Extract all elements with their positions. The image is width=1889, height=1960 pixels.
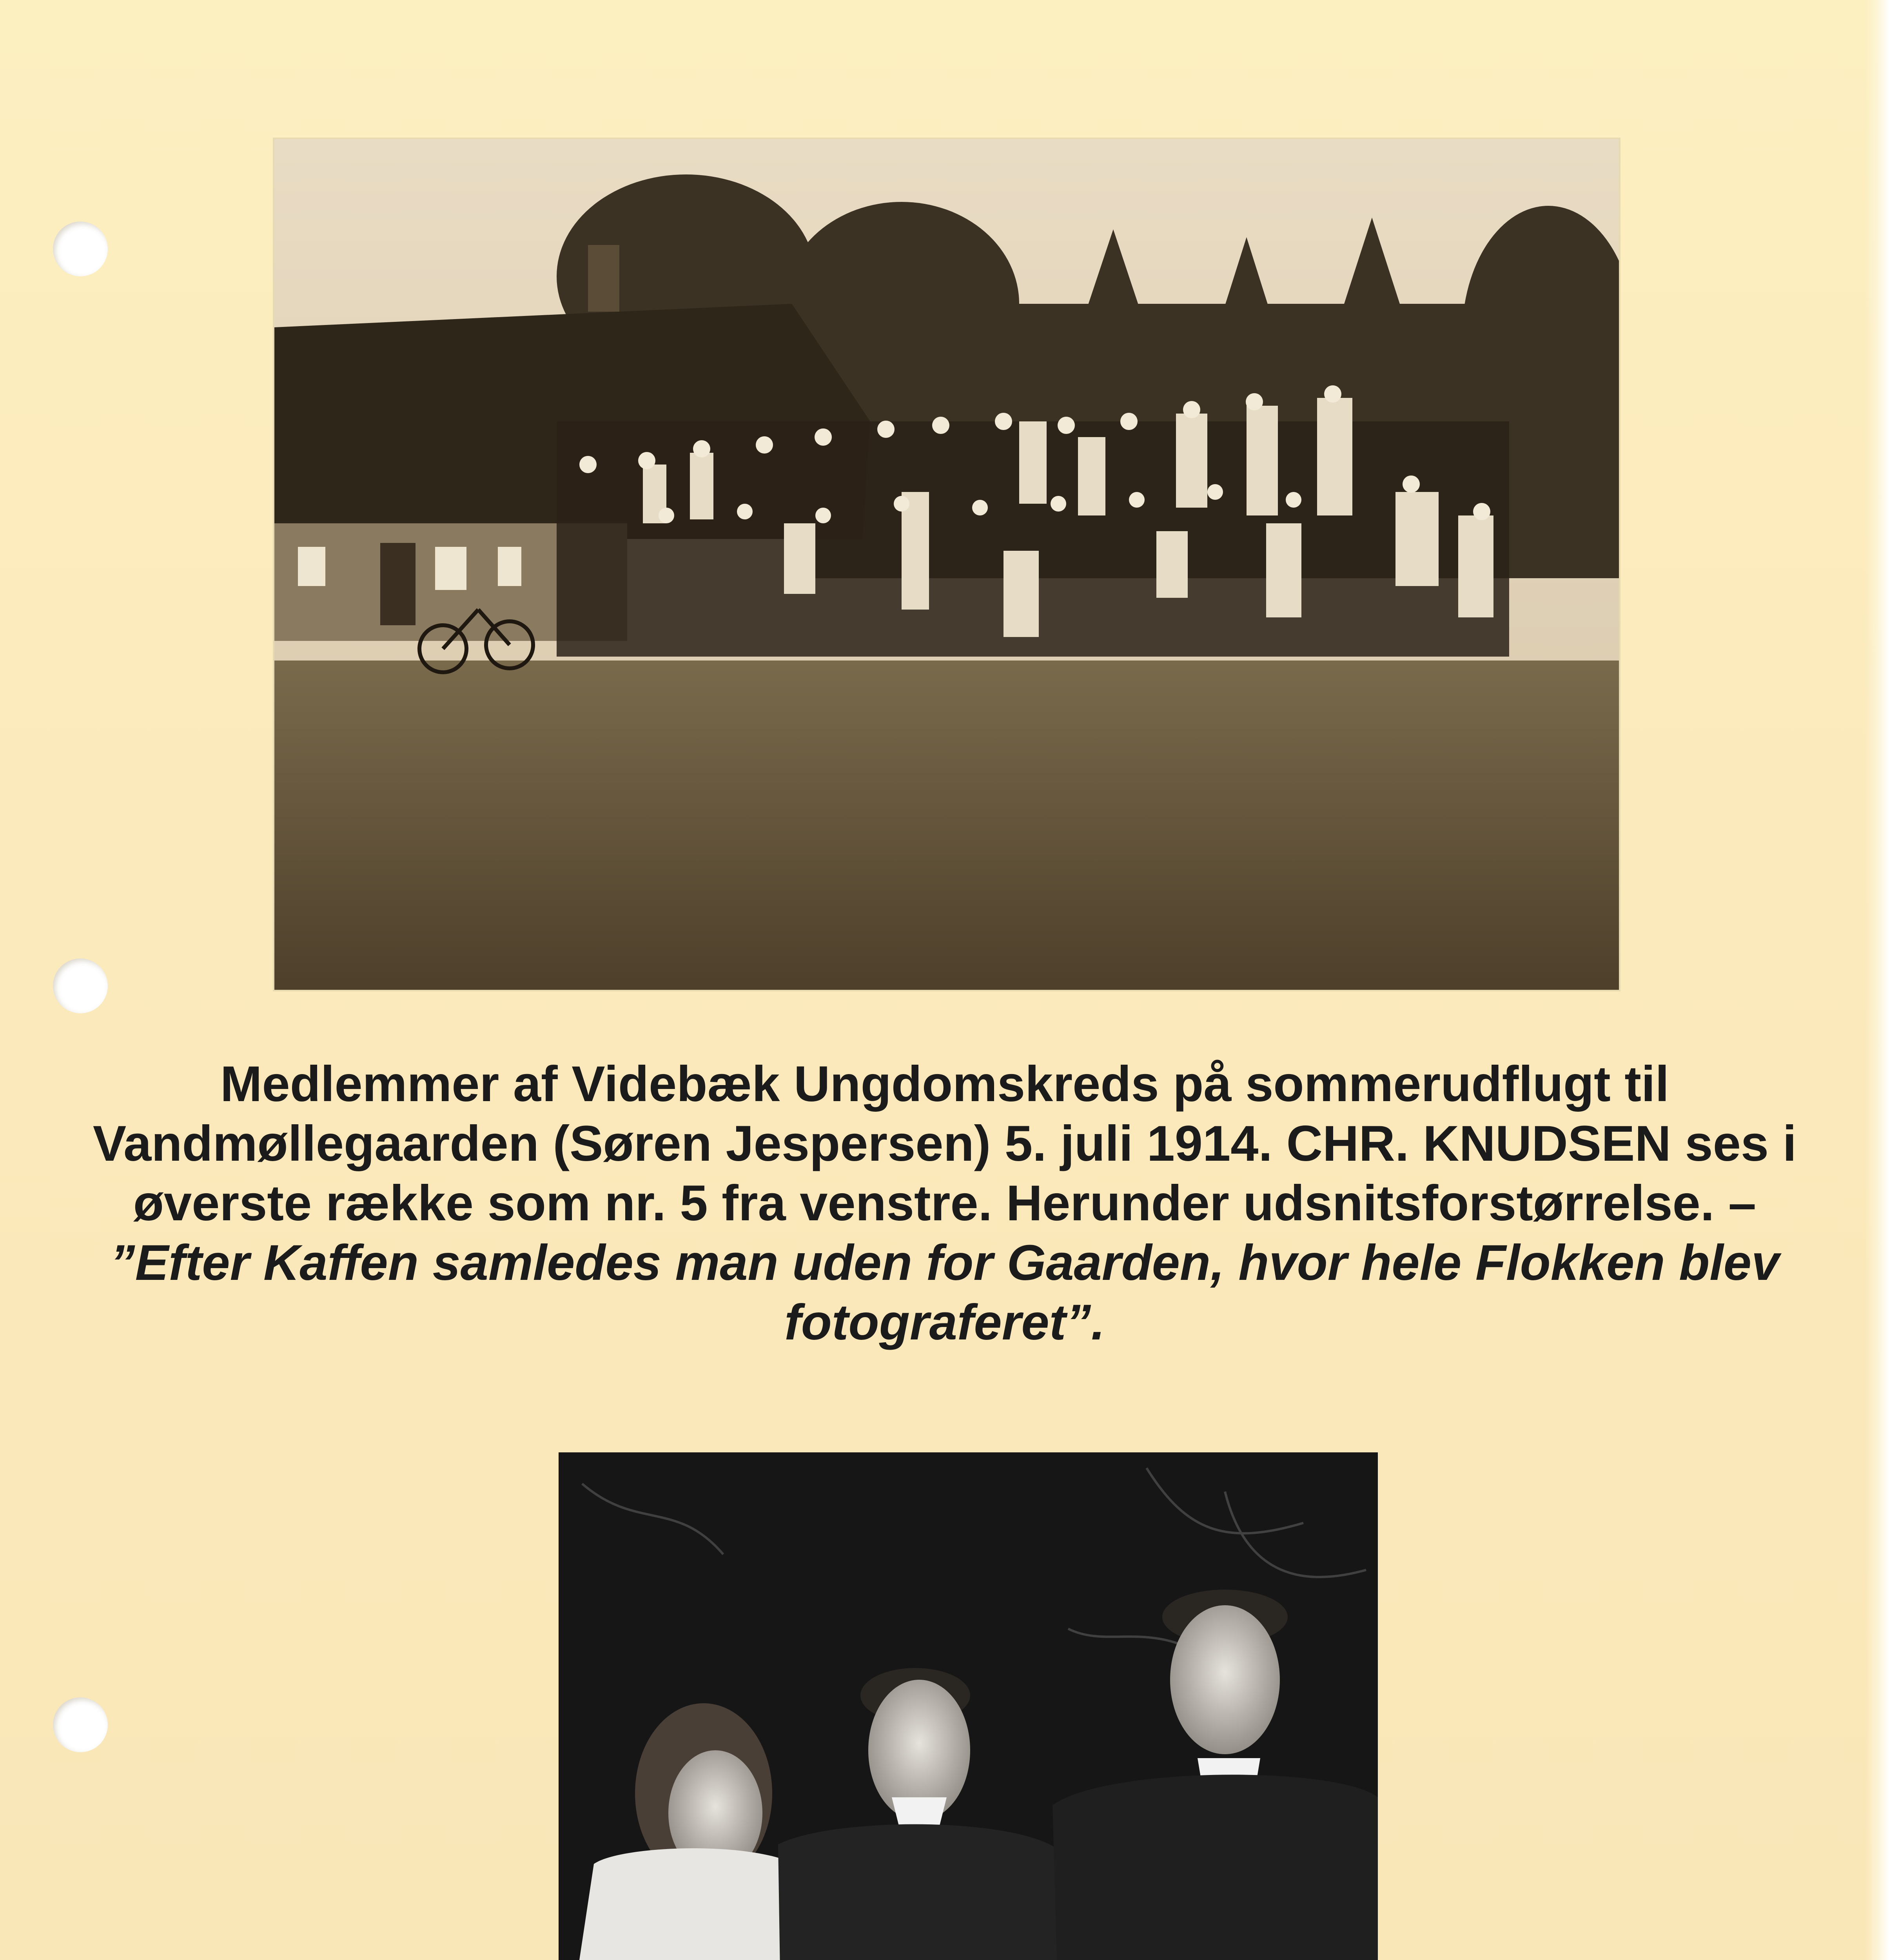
group-photo-image: [274, 139, 1619, 990]
punch-hole-3: [53, 1697, 108, 1752]
crowd: [557, 385, 1509, 657]
enlargement-photo-image: [559, 1452, 1378, 1960]
photo-caption: [78, 1054, 1811, 1352]
caption-quote: ”Efter Kaffen samledes man uden for Gaarden, hvor hele Flokken blev fotograferet”.: [110, 1235, 1780, 1350]
enlargement-photo: [559, 1452, 1378, 1960]
paper-edge: [1865, 0, 1889, 1960]
group-photo: [274, 139, 1619, 990]
punch-hole-2: [53, 958, 108, 1013]
caption-text: Medlemmer af Videbæk Ungdomskreds på sommerudflugt til Vandmøllegaarden (Søren Jespersen) 5. juli 1914. CHR. KNUDSEN ses i øverste række som nr. 5 fra venstre. Herunder udsnitsforstørrelse. –: [93, 1056, 1797, 1231]
punch-hole-1: [53, 221, 108, 276]
